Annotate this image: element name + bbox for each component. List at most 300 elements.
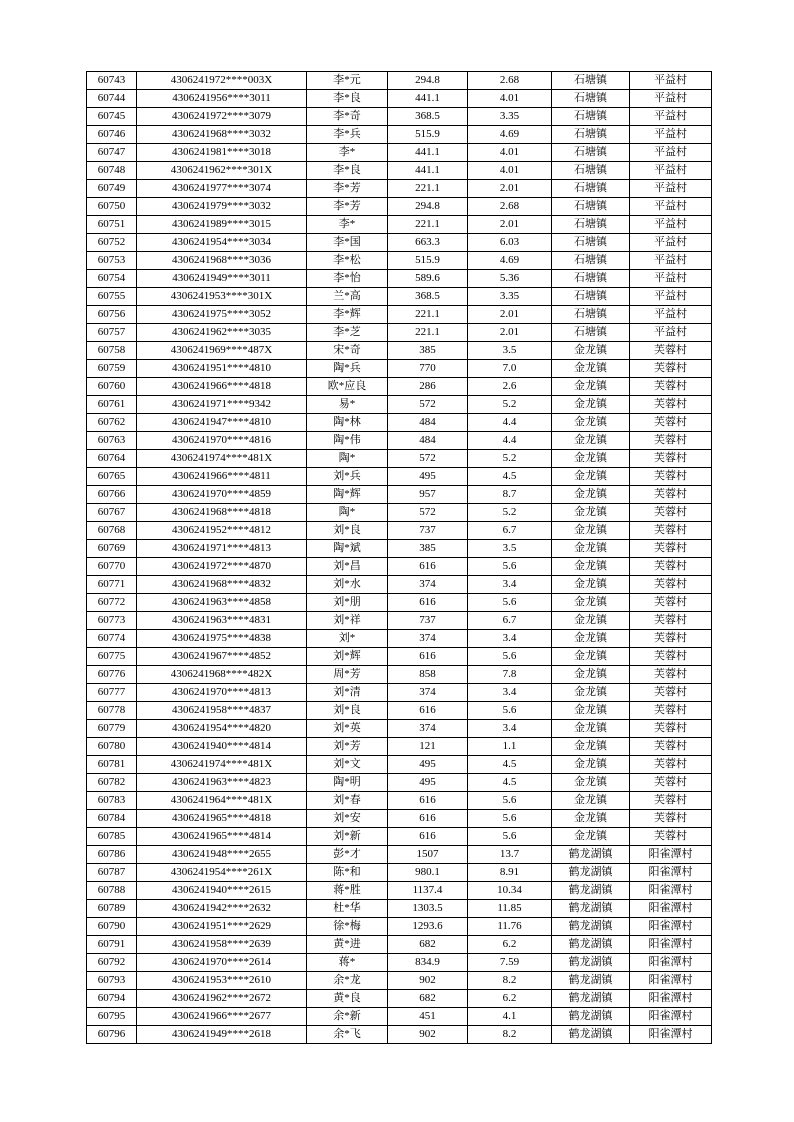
table-row [87, 558, 712, 576]
cell-area: 10.34 [468, 882, 552, 900]
table-row [87, 216, 712, 234]
table-row [87, 342, 712, 360]
cell-amount: 572 [388, 396, 468, 414]
cell-village: 芙蓉村 [630, 666, 712, 684]
table-row [87, 324, 712, 342]
cell-name: 刘*安 [307, 810, 388, 828]
cell-village: 芙蓉村 [630, 756, 712, 774]
table-row [87, 720, 712, 738]
cell-seq: 60773 [87, 612, 137, 630]
cell-seq: 60788 [87, 882, 137, 900]
cell-name: 刘*文 [307, 756, 388, 774]
cell-town: 金龙镇 [552, 576, 630, 594]
cell-seq: 60783 [87, 792, 137, 810]
cell-idcard: 4306241953****301X [137, 288, 307, 306]
cell-area: 3.5 [468, 342, 552, 360]
table-row [87, 1026, 712, 1044]
table-row [87, 198, 712, 216]
cell-name: 蒋* [307, 954, 388, 972]
cell-seq: 60746 [87, 126, 137, 144]
cell-idcard: 4306241953****2610 [137, 972, 307, 990]
table-row [87, 486, 712, 504]
cell-seq: 60747 [87, 144, 137, 162]
cell-village: 芙蓉村 [630, 594, 712, 612]
cell-seq: 60769 [87, 540, 137, 558]
cell-village: 芙蓉村 [630, 720, 712, 738]
cell-idcard: 4306241963****4831 [137, 612, 307, 630]
cell-seq: 60796 [87, 1026, 137, 1044]
cell-name: 李* [307, 216, 388, 234]
cell-village: 平益村 [630, 306, 712, 324]
cell-name: 李*国 [307, 234, 388, 252]
cell-town: 石塘镇 [552, 306, 630, 324]
table-row [87, 306, 712, 324]
cell-village: 芙蓉村 [630, 540, 712, 558]
cell-town: 石塘镇 [552, 324, 630, 342]
cell-amount: 441.1 [388, 90, 468, 108]
cell-idcard: 4306241974****481X [137, 450, 307, 468]
cell-seq: 60765 [87, 468, 137, 486]
cell-name: 刘*英 [307, 720, 388, 738]
table-row [87, 846, 712, 864]
cell-name: 易* [307, 396, 388, 414]
cell-area: 5.36 [468, 270, 552, 288]
cell-name: 李*奇 [307, 108, 388, 126]
cell-amount: 682 [388, 936, 468, 954]
table-row [87, 270, 712, 288]
cell-village: 平益村 [630, 162, 712, 180]
table-row [87, 1008, 712, 1026]
cell-seq: 60786 [87, 846, 137, 864]
cell-seq: 60774 [87, 630, 137, 648]
cell-idcard: 4306241975****3052 [137, 306, 307, 324]
cell-town: 石塘镇 [552, 234, 630, 252]
cell-amount: 858 [388, 666, 468, 684]
cell-name: 余*龙 [307, 972, 388, 990]
cell-name: 刘*祥 [307, 612, 388, 630]
cell-idcard: 4306241958****2639 [137, 936, 307, 954]
table-row [87, 468, 712, 486]
cell-area: 8.91 [468, 864, 552, 882]
cell-idcard: 4306241968****482X [137, 666, 307, 684]
cell-name: 黄*良 [307, 990, 388, 1008]
cell-seq: 60755 [87, 288, 137, 306]
cell-area: 3.4 [468, 720, 552, 738]
cell-village: 阳雀潭村 [630, 1026, 712, 1044]
cell-town: 鹤龙湖镇 [552, 918, 630, 936]
cell-amount: 441.1 [388, 162, 468, 180]
cell-area: 2.01 [468, 180, 552, 198]
cell-name: 刘*水 [307, 576, 388, 594]
cell-name: 刘*良 [307, 522, 388, 540]
cell-idcard: 4306241966****2677 [137, 1008, 307, 1026]
cell-area: 5.6 [468, 558, 552, 576]
cell-name: 彭*才 [307, 846, 388, 864]
cell-name: 刘*新 [307, 828, 388, 846]
cell-seq: 60787 [87, 864, 137, 882]
cell-area: 6.7 [468, 522, 552, 540]
cell-idcard: 4306241958****4837 [137, 702, 307, 720]
cell-village: 芙蓉村 [630, 612, 712, 630]
cell-area: 3.4 [468, 684, 552, 702]
cell-area: 5.2 [468, 396, 552, 414]
cell-village: 芙蓉村 [630, 774, 712, 792]
cell-town: 金龙镇 [552, 342, 630, 360]
cell-village: 芙蓉村 [630, 558, 712, 576]
cell-amount: 682 [388, 990, 468, 1008]
table-row [87, 828, 712, 846]
cell-name: 刘*春 [307, 792, 388, 810]
cell-area: 5.6 [468, 810, 552, 828]
cell-idcard: 4306241968****4832 [137, 576, 307, 594]
cell-town: 鹤龙湖镇 [552, 846, 630, 864]
cell-name: 李*松 [307, 252, 388, 270]
cell-idcard: 4306241972****3079 [137, 108, 307, 126]
cell-town: 石塘镇 [552, 216, 630, 234]
cell-seq: 60793 [87, 972, 137, 990]
cell-amount: 616 [388, 828, 468, 846]
cell-idcard: 4306241972****4870 [137, 558, 307, 576]
cell-idcard: 4306241981****3018 [137, 144, 307, 162]
table-row [87, 684, 712, 702]
table-row [87, 900, 712, 918]
cell-amount: 495 [388, 756, 468, 774]
table-row [87, 954, 712, 972]
cell-idcard: 4306241967****4852 [137, 648, 307, 666]
cell-name: 刘*兵 [307, 468, 388, 486]
cell-village: 芙蓉村 [630, 738, 712, 756]
cell-town: 金龙镇 [552, 594, 630, 612]
cell-village: 平益村 [630, 72, 712, 90]
cell-name: 李*元 [307, 72, 388, 90]
cell-seq: 60745 [87, 108, 137, 126]
cell-village: 芙蓉村 [630, 828, 712, 846]
table-row [87, 702, 712, 720]
cell-village: 平益村 [630, 324, 712, 342]
cell-village: 阳雀潭村 [630, 1008, 712, 1026]
cell-village: 平益村 [630, 216, 712, 234]
cell-area: 4.69 [468, 252, 552, 270]
cell-area: 8.2 [468, 1026, 552, 1044]
cell-village: 芙蓉村 [630, 504, 712, 522]
cell-amount: 286 [388, 378, 468, 396]
cell-name: 刘* [307, 630, 388, 648]
cell-area: 5.6 [468, 828, 552, 846]
cell-name: 余*新 [307, 1008, 388, 1026]
cell-seq: 60757 [87, 324, 137, 342]
cell-seq: 60795 [87, 1008, 137, 1026]
cell-idcard: 4306241951****4810 [137, 360, 307, 378]
cell-amount: 495 [388, 774, 468, 792]
cell-town: 鹤龙湖镇 [552, 1026, 630, 1044]
cell-village: 芙蓉村 [630, 576, 712, 594]
table-row [87, 990, 712, 1008]
cell-seq: 60758 [87, 342, 137, 360]
cell-amount: 484 [388, 432, 468, 450]
cell-village: 平益村 [630, 144, 712, 162]
cell-amount: 221.1 [388, 324, 468, 342]
cell-seq: 60760 [87, 378, 137, 396]
table-row [87, 612, 712, 630]
cell-idcard: 4306241989****3015 [137, 216, 307, 234]
cell-town: 金龙镇 [552, 432, 630, 450]
cell-name: 陶*兵 [307, 360, 388, 378]
table-row [87, 396, 712, 414]
cell-name: 欧*应良 [307, 378, 388, 396]
cell-idcard: 4306241970****4859 [137, 486, 307, 504]
cell-area: 4.01 [468, 90, 552, 108]
cell-idcard: 4306241954****3034 [137, 234, 307, 252]
cell-amount: 495 [388, 468, 468, 486]
cell-idcard: 4306241949****2618 [137, 1026, 307, 1044]
cell-area: 5.6 [468, 594, 552, 612]
cell-seq: 60775 [87, 648, 137, 666]
cell-amount: 385 [388, 342, 468, 360]
cell-name: 刘*芳 [307, 738, 388, 756]
table-row [87, 180, 712, 198]
cell-village: 芙蓉村 [630, 450, 712, 468]
table-row [87, 504, 712, 522]
cell-amount: 616 [388, 558, 468, 576]
cell-area: 7.0 [468, 360, 552, 378]
table-row [87, 936, 712, 954]
cell-idcard: 4306241968****4818 [137, 504, 307, 522]
cell-seq: 60751 [87, 216, 137, 234]
table-row [87, 648, 712, 666]
cell-town: 金龙镇 [552, 486, 630, 504]
cell-village: 芙蓉村 [630, 810, 712, 828]
cell-village: 平益村 [630, 270, 712, 288]
cell-area: 8.7 [468, 486, 552, 504]
cell-area: 4.5 [468, 774, 552, 792]
cell-area: 1.1 [468, 738, 552, 756]
cell-amount: 902 [388, 1026, 468, 1044]
cell-village: 阳雀潭村 [630, 954, 712, 972]
cell-town: 金龙镇 [552, 450, 630, 468]
cell-idcard: 4306241951****2629 [137, 918, 307, 936]
cell-town: 石塘镇 [552, 162, 630, 180]
cell-idcard: 4306241970****4813 [137, 684, 307, 702]
cell-town: 金龙镇 [552, 540, 630, 558]
cell-seq: 60766 [87, 486, 137, 504]
cell-seq: 60771 [87, 576, 137, 594]
cell-village: 芙蓉村 [630, 432, 712, 450]
table-row [87, 72, 712, 90]
cell-name: 李*芝 [307, 324, 388, 342]
cell-area: 11.76 [468, 918, 552, 936]
cell-amount: 484 [388, 414, 468, 432]
cell-town: 石塘镇 [552, 126, 630, 144]
cell-name: 陶*辉 [307, 486, 388, 504]
cell-amount: 121 [388, 738, 468, 756]
cell-idcard: 4306241968****3032 [137, 126, 307, 144]
cell-town: 金龙镇 [552, 756, 630, 774]
cell-amount: 616 [388, 594, 468, 612]
cell-seq: 60772 [87, 594, 137, 612]
cell-village: 芙蓉村 [630, 396, 712, 414]
cell-amount: 294.8 [388, 72, 468, 90]
cell-area: 3.4 [468, 576, 552, 594]
cell-idcard: 4306241962****2672 [137, 990, 307, 1008]
cell-town: 石塘镇 [552, 288, 630, 306]
cell-amount: 294.8 [388, 198, 468, 216]
cell-area: 4.01 [468, 144, 552, 162]
cell-name: 李*怡 [307, 270, 388, 288]
cell-name: 兰*高 [307, 288, 388, 306]
cell-idcard: 4306241965****4814 [137, 828, 307, 846]
cell-area: 2.68 [468, 72, 552, 90]
cell-area: 5.6 [468, 648, 552, 666]
cell-village: 平益村 [630, 108, 712, 126]
cell-village: 芙蓉村 [630, 648, 712, 666]
cell-name: 李*辉 [307, 306, 388, 324]
cell-name: 陈*和 [307, 864, 388, 882]
table-row [87, 810, 712, 828]
cell-amount: 572 [388, 504, 468, 522]
cell-town: 金龙镇 [552, 558, 630, 576]
cell-name: 刘*昌 [307, 558, 388, 576]
cell-area: 8.2 [468, 972, 552, 990]
cell-village: 阳雀潭村 [630, 936, 712, 954]
cell-amount: 663.3 [388, 234, 468, 252]
cell-idcard: 4306241971****4813 [137, 540, 307, 558]
cell-town: 金龙镇 [552, 684, 630, 702]
cell-amount: 1507 [388, 846, 468, 864]
table-row [87, 774, 712, 792]
cell-amount: 616 [388, 648, 468, 666]
cell-seq: 60763 [87, 432, 137, 450]
cell-seq: 60767 [87, 504, 137, 522]
cell-name: 余*飞 [307, 1026, 388, 1044]
cell-idcard: 4306241979****3032 [137, 198, 307, 216]
cell-area: 2.01 [468, 306, 552, 324]
cell-name: 刘*良 [307, 702, 388, 720]
cell-town: 鹤龙湖镇 [552, 936, 630, 954]
cell-name: 李*芳 [307, 198, 388, 216]
cell-amount: 368.5 [388, 108, 468, 126]
cell-town: 金龙镇 [552, 810, 630, 828]
cell-seq: 60782 [87, 774, 137, 792]
cell-town: 石塘镇 [552, 252, 630, 270]
cell-town: 金龙镇 [552, 666, 630, 684]
cell-area: 4.1 [468, 1008, 552, 1026]
cell-amount: 451 [388, 1008, 468, 1026]
cell-name: 刘*清 [307, 684, 388, 702]
cell-town: 石塘镇 [552, 270, 630, 288]
cell-town: 金龙镇 [552, 468, 630, 486]
cell-idcard: 4306241970****2614 [137, 954, 307, 972]
cell-area: 6.2 [468, 936, 552, 954]
cell-town: 石塘镇 [552, 108, 630, 126]
cell-name: 黄*进 [307, 936, 388, 954]
cell-seq: 60744 [87, 90, 137, 108]
cell-name: 李* [307, 144, 388, 162]
cell-village: 芙蓉村 [630, 792, 712, 810]
cell-idcard: 4306241970****4816 [137, 432, 307, 450]
cell-idcard: 4306241971****9342 [137, 396, 307, 414]
cell-village: 平益村 [630, 180, 712, 198]
cell-town: 金龙镇 [552, 738, 630, 756]
cell-village: 芙蓉村 [630, 468, 712, 486]
cell-name: 蒋*胜 [307, 882, 388, 900]
table-row [87, 252, 712, 270]
table-row [87, 972, 712, 990]
cell-area: 11.85 [468, 900, 552, 918]
cell-village: 阳雀潭村 [630, 900, 712, 918]
cell-seq: 60743 [87, 72, 137, 90]
cell-town: 金龙镇 [552, 378, 630, 396]
cell-area: 4.4 [468, 432, 552, 450]
table-row [87, 540, 712, 558]
cell-name: 李*良 [307, 162, 388, 180]
cell-amount: 1137.4 [388, 882, 468, 900]
cell-village: 阳雀潭村 [630, 918, 712, 936]
table-row [87, 864, 712, 882]
cell-town: 鹤龙湖镇 [552, 900, 630, 918]
cell-town: 金龙镇 [552, 360, 630, 378]
cell-area: 3.35 [468, 108, 552, 126]
cell-town: 金龙镇 [552, 414, 630, 432]
cell-idcard: 4306241963****4823 [137, 774, 307, 792]
table-row [87, 144, 712, 162]
cell-village: 阳雀潭村 [630, 990, 712, 1008]
cell-seq: 60776 [87, 666, 137, 684]
cell-area: 5.2 [468, 450, 552, 468]
cell-seq: 60770 [87, 558, 137, 576]
cell-area: 2.01 [468, 216, 552, 234]
cell-village: 阳雀潭村 [630, 864, 712, 882]
cell-town: 金龙镇 [552, 702, 630, 720]
cell-amount: 737 [388, 612, 468, 630]
cell-area: 4.5 [468, 468, 552, 486]
table-row [87, 522, 712, 540]
cell-seq: 60781 [87, 756, 137, 774]
cell-village: 芙蓉村 [630, 486, 712, 504]
cell-village: 阳雀潭村 [630, 846, 712, 864]
cell-amount: 1303.5 [388, 900, 468, 918]
cell-amount: 515.9 [388, 126, 468, 144]
table-row [87, 594, 712, 612]
cell-town: 鹤龙湖镇 [552, 864, 630, 882]
cell-village: 芙蓉村 [630, 702, 712, 720]
cell-village: 芙蓉村 [630, 342, 712, 360]
cell-amount: 770 [388, 360, 468, 378]
cell-amount: 374 [388, 684, 468, 702]
cell-name: 徐*梅 [307, 918, 388, 936]
cell-amount: 572 [388, 450, 468, 468]
cell-name: 陶*林 [307, 414, 388, 432]
table-row [87, 378, 712, 396]
cell-amount: 1293.6 [388, 918, 468, 936]
table-row [87, 792, 712, 810]
cell-village: 阳雀潭村 [630, 882, 712, 900]
cell-area: 4.69 [468, 126, 552, 144]
cell-name: 陶*斌 [307, 540, 388, 558]
table-row [87, 630, 712, 648]
cell-name: 宋*奇 [307, 342, 388, 360]
table-row [87, 450, 712, 468]
cell-seq: 60768 [87, 522, 137, 540]
cell-area: 5.2 [468, 504, 552, 522]
cell-amount: 374 [388, 720, 468, 738]
cell-name: 刘*辉 [307, 648, 388, 666]
cell-idcard: 4306241963****4858 [137, 594, 307, 612]
cell-amount: 616 [388, 810, 468, 828]
cell-town: 金龙镇 [552, 612, 630, 630]
cell-seq: 60761 [87, 396, 137, 414]
cell-seq: 60778 [87, 702, 137, 720]
cell-name: 李*兵 [307, 126, 388, 144]
